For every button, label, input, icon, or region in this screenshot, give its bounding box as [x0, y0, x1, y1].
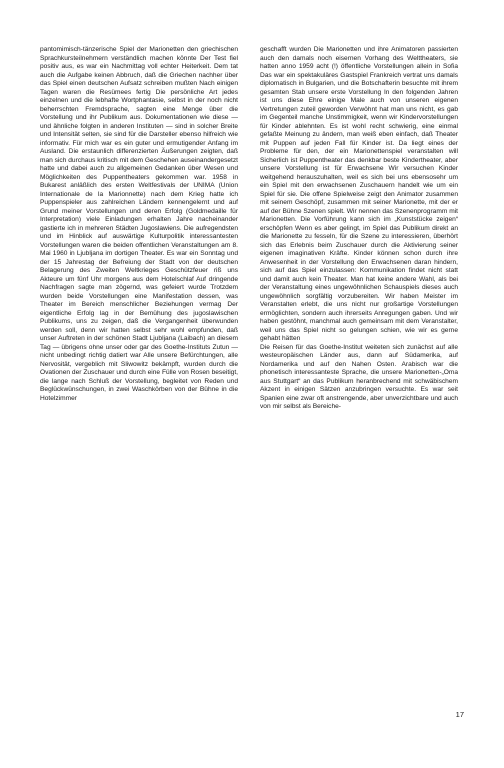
page-number: 17 — [455, 710, 464, 719]
right-text-column — [260, 46, 458, 412]
body-paragraph: Die Reisen für das Goethe-Institut weiteten sich zunächst auf alle westeuropäischen Länder aus, dann auf Südamerika, auf Nordamerika und auf den Nahen Osten. Arabisch war die phonetisch interessanteste Sprache, die unsere Marionetten-„Oma aus Stuttgart“ an das Publikum heranbrechend mit schwäbischem Akzent in einigen Sätzen anzubringen versuchte. Es war seit Spanien eine zwar oft anstrengende, aber unverzichtbare und auch von mir selbst als Bereiche- — [260, 343, 458, 410]
left-text-column — [40, 46, 238, 403]
body-paragraph: pantomimisch-tänzerische Spiel der Marionetten den griechischen Sprachkursteilnehmern verständlich machen könnte Der Test fiel positiv aus, es war ein Nachmittag voll echter Heiterkeit. Dem tat auch die Aufgabe keinen Abbruch, daß die Griechen nachher über das Spiel einen deutschen Aufsatz schreiben mußten Nach einigen Tagen waren die Resümees fertig Die persönliche Art jedes einzelnen und die lebhafte Wortphantasie, selbst in der noch nicht beherrschten Fremdsprache, sagten eine Menge über die Vorstellung und ihr Publikum aus. Dokumentationen wie diese — und ähnliche folgten in anderen Instituten — sind in solcher Breite und Intensität selten, sie sind für die Darsteller ebenso hilfreich wie informativ. Für mich war es ein guter und ermutigender Anfang im Ausland. Die erstaunlich differenzierten Äußerungen zeigten, daß man sich durchaus kritisch mit dem Geschehen auseinandergesetzt hatte und dabei auch zu allgemeinen Gedanken über Wesen und Möglichkeiten des Puppentheaters gekommen war. 1958 in Bukarest anläßlich des ersten Weltfestivals der UNIMA (Union Internationale de la Marionnette) nach dem Krieg hatte ich Puppenspieler aus zahlreichen Ländern kennengelernt und auf Grund meiner Vorstellungen und deren Erfolg (Goldmedaille für Interpretation) viele Einladungen erhalten Jahre nacheinander gastierte ich in mehreren Städten Jugoslawiens. Die aufregendsten und im Hinblick auf auswärtige Kulturpolitik interessantesten Vorstellungen waren die beiden offentlichen Veranstaltungen am 8. Mai 1960 in Ljubljana im dortigen Theater. Es war ein Sonntag und der 15 Jahrestag der Befreiung der Stadt von der deutschen Belagerung des Zweiten Weltkrieges Geschützfeuer riß uns Akteure um fünf Uhr morgens aus dem Hotelschlaf Auf dringende Nachfragen sagte man zögernd, was gefeiert wurde Trotzdem wurden beide Vorstellungen eine Manifestation dessen, was Theater im Bereich menschlicher Beziehungen vermag Der eigentliche Erfolg lag in der Bemühung des jugoslawischen Publikums, uns zu zeigen, daß die Vergangenheit überwunden werden soll, denn wir hatten selbst sehr wohl empfunden, daß unser Auftreten in der schönen Stadt Ljubljana (Laibach) an diesem Tag — übrigens ohne unser oder gar des Goethe-Instituts Zutun — nicht unbedingt richtig datiert war Alle unsere Befürchtungen, alle Nervosität, vergeblich mit Sliwowitz bekämpft, wurden durch die Ovationen der Zuschauer und durch eine Fülle von Rosen beseitigt, die lange nach Schluß der Vorstellung, begleitet von Reden und Beglückwünschungen, in zwei Waschkörben von der Bühne in die Hotelzimmer — [40, 46, 238, 402]
body-paragraph: geschafft wurden Die Marionetten und ihre Animatoren passierten auch den damals noch eisernen Vorhang des Welttheaters, sie hatten anno 1959 acht (!) öffentliche Vorstellungen allein in Sofia Das war ein spektakuläres Gastspiel Frankreich vertrat uns damals diplomatisch in Bulgarien, und die Botschafterin besuchte mit ihrem gesamten Stab unsere erste Vorstellung In den folgenden Jahren ist uns diese Ehre einige Male auch von unseren eigenen Vertretungen zuteil geworden Verwöhnt hat man uns nicht, es gab im Gegenteil manche Unstimmigkeit, wenn wir Kindervorstellungen für Kinder ablehnten. Es ist wohl recht schwierig, eine einmal gefaßte Meinung zu ändern, man weiß eben einfach, daß Theater mit Puppen auf jeden Fall für Kinder ist. Da liegt eines der Probleme für den, der ein Marionettenspiel veranstalten will Sicherlich ist Puppentheater das denkbar beste Kindertheater, aber unsere Vorstellung ist für Erwachsene Wir versuchen Kinder weitgehend herauszuhalten, weil es sich bei uns ebensosehr um ein Spiel mit den erwachsenen Zuschauern handelt wie um ein Spiel für sie. Die offene Spielweise zeigt den Animator zusammen mit seinem Geschöpf, zusammen mit seiner Marionette, mit der er auf der Bühne Szenen spielt. Wir nennen das Szenenprogramm mit Marionetten. Die Vorführung kann sich im „Kunststücke zeigen“ erschöpfen Wenn es aber gelingt, im Spiel das Publikum direkt an die Marionette zu fesseln, für die Szene zu interessieren, überhört sich das Erlebnis beim Zuschauer durch die Aktivierung seiner eigenen imaginativen Kräfte. Kinder können schon durch ihre Anwesenheit in der Vorstellung den Erwachsenen daran hindern, sich auf das Spiel einzulassen: Kommunikation findet nicht statt und damit auch kein Theater. Man hat keine andere Wahl, als bei der Veranstaltung eines ungewöhnlichen Schauspiels dieses auch ungewöhnlich sorgfältig vorzubereiten. Wir haben Meister im Veranstalten erlebt, die uns nicht nur großartige Vorstellungen ermöglichten, sondern auch ihrerseits Anregungen gaben. Und wir haben gestöhnt, manchmal auch gemeinsam mit dem Veranstalter, weil uns das Spiel nicht so gelungen schien, wie wir es gerne gehabt hätten — [260, 46, 458, 342]
